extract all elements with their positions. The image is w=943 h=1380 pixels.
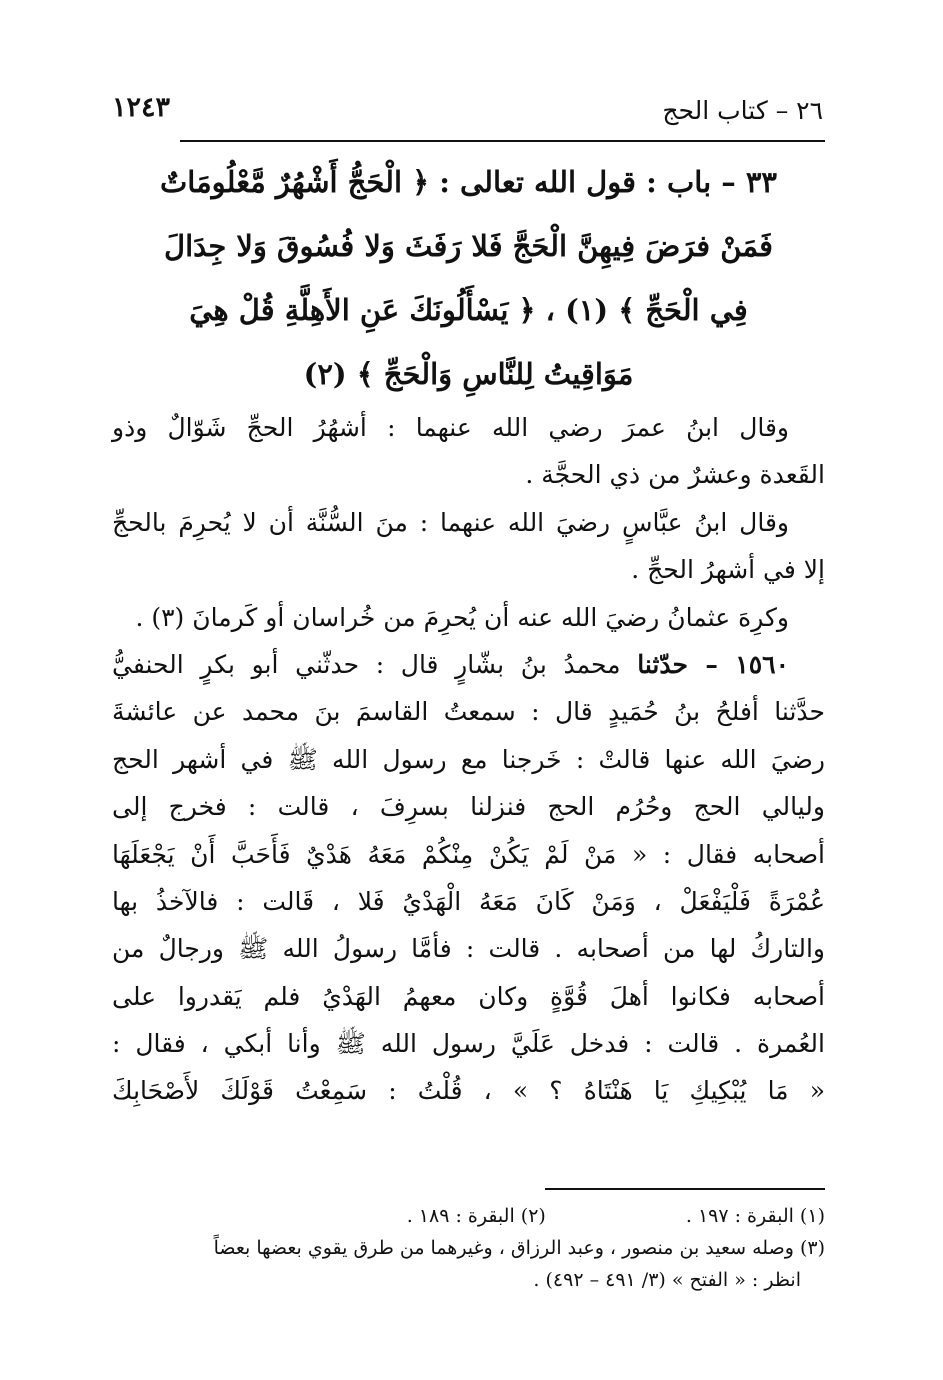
footnote-row bbox=[112, 1200, 825, 1232]
text-line: أصحابه فكانوا أهلَ قُوَّةٍ وكان معهمُ الهَدْيُ فلم يَقدروا على bbox=[112, 981, 825, 1011]
header-divider bbox=[180, 140, 825, 142]
footnote-divider bbox=[545, 1188, 825, 1190]
text-line: محمدُ بنُ بشّارٍ قال : حدثّني أبو بكرٍ الحنفيُّ bbox=[112, 649, 621, 679]
footnotes bbox=[112, 1200, 825, 1296]
footnote-1: (١) البقرة : ١٩٧ . bbox=[685, 1205, 825, 1227]
heading-line: مَوَاقِيتُ لِلنَّاسِ وَالْحَجِّ ﴾ (٢) bbox=[303, 357, 634, 391]
main-text bbox=[112, 404, 825, 1115]
text-line: عُمْرَةً فَلْيَفْعَلْ ، وَمَنْ كَانَ مَعَهُ الْهَدْيُ فَلا ، قَالت : فالآخذُ بها bbox=[112, 886, 825, 916]
footnote-3: (٣) وصله سعيد بن منصور ، وعبد الرزاق ، وغيرهما من طرق يقوي بعضها بعضاً bbox=[213, 1237, 825, 1259]
text-line: وقال ابنُ عمرَ رضي الله عنهما : أشهُرُ الحجِّ شَوّالٌ وذو bbox=[112, 413, 789, 442]
text-line: أصحابه فقال : « مَنْ لَمْ يَكُنْ مِنْكُمْ مَعَهُ هَدْيٌ فَأَحَبَّ أَنْ يَجْعَلَهَا bbox=[112, 839, 825, 869]
footnote-2: (٢) البقرة : ١٨٩ . bbox=[406, 1205, 546, 1227]
chapter-heading bbox=[112, 150, 825, 406]
text-line: وقال ابنُ عبَّاسٍ رضيَ الله عنهما : منَ السُّنَّة أن لا يُحرِمَ بالحجِّ bbox=[112, 507, 789, 537]
text-line: العُمرة . قالت : فدخل عَلَيَّ رسول الله ﷺ وأنا أبكي ، فقال : bbox=[112, 1029, 825, 1059]
text-line: « مَا يُبْكِيكِ يَا هَنْتَاهُ ؟ » ، قُلْتُ : سَمِعْتُ قَوْلَكَ لأَصْحَابِكَ bbox=[112, 1076, 825, 1106]
footnote-3-continued: انظر : « الفتح » (٣/ ٤٩١ – ٤٩٢) . bbox=[533, 1269, 801, 1291]
chapter-title: ٢٦ – كتاب الحج bbox=[662, 96, 823, 125]
hadith-number: ١٥٦٠ – حدّثنا bbox=[637, 649, 789, 679]
heading-line: ٣٣ – باب : قول الله تعالى : ﴿ الْحَجُّ أَشْهُرٌ مَّعْلُومَاتٌ bbox=[159, 165, 778, 199]
text-line: والتاركُ لها من أصحابه . قالت : فأمَّا رسولُ الله ﷺ ورجالٌ من bbox=[112, 934, 825, 964]
text-line: القَعدة وعشرٌ من ذي الحجَّة . bbox=[525, 460, 825, 490]
page-number: ١٢٤٣ bbox=[112, 92, 171, 123]
text-line: رضيَ الله عنها قالتْ : خَرجنا مع رسول الله ﷺ في أشهر الحج bbox=[112, 744, 825, 774]
text-line: حدَّثنا أفلحُ بنُ حُمَيدٍ قال : سمعتُ القاسمَ بنَ محمد عن عائشةَ bbox=[112, 697, 825, 727]
heading-line: فَمَنْ فرَضَ فِيهِنَّ الْحَجَّ فَلا رَفَثَ وَلا فُسُوقَ وَلا جِدَالَ bbox=[164, 229, 773, 263]
text-line: إلا في أشهرُ الحجِّ . bbox=[631, 555, 825, 585]
text-line: وكرِهَ عثمانُ رضيَ الله عنه أن يُحرِمَ من خُراسان أو كَرمانَ (٣) . bbox=[135, 602, 789, 632]
hadith-first-line bbox=[112, 641, 825, 688]
text-line: وليالي الحج وحُرُم الحج فنزلنا بسرِفَ ، قالت : فخرج إلى bbox=[112, 792, 825, 822]
heading-line: فِي الْحَجِّ ﴾ (١) ، ﴿ يَسْأَلُونَكَ عَنِ الأَهِلَّةِ قُلْ هِيَ bbox=[189, 293, 748, 327]
